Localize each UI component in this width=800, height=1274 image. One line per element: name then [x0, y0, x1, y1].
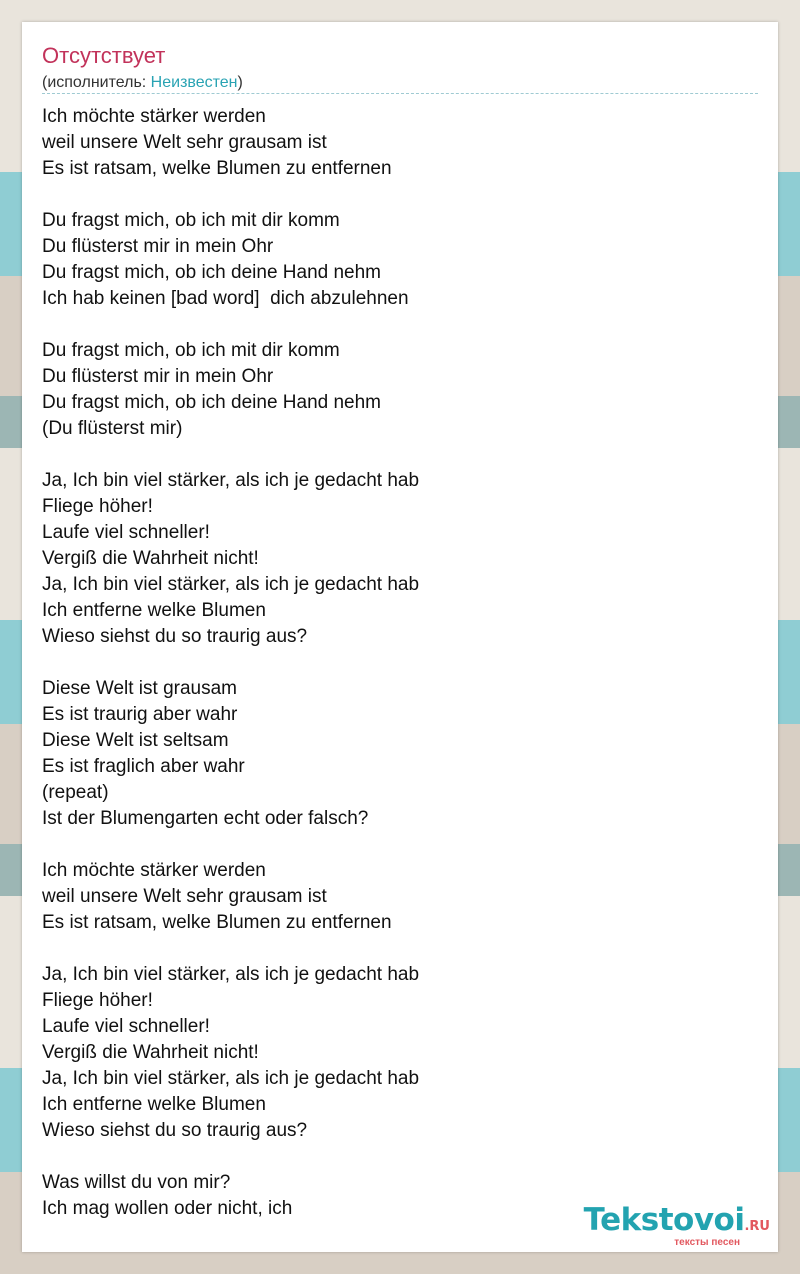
- lyric-line: Diese Welt ist seltsam: [42, 730, 229, 751]
- song-title: Отсутствует: [42, 43, 166, 68]
- lyric-line: Ich entferne welke Blumen: [42, 1094, 266, 1115]
- lyric-line: Was willst du von mir?: [42, 1172, 231, 1193]
- lyric-line: Du fragst mich, ob ich mit dir komm: [42, 210, 340, 231]
- lyric-line: [42, 650, 758, 676]
- lyric-line: Du flüsterst mir in mein Ohr: [42, 366, 274, 387]
- performer-suffix: ): [237, 74, 243, 91]
- lyric-line: Vergiß die Wahrheit nicht!: [42, 548, 259, 569]
- lyric-line: Es ist traurig aber wahr: [42, 704, 238, 725]
- performer-line: [42, 73, 243, 93]
- lyric-line: Du flüsterst mir in mein Ohr: [42, 236, 274, 257]
- lyric-line: Ja, Ich bin viel stärker, als ich je gedacht hab: [42, 1068, 420, 1089]
- lyric-line: [42, 312, 758, 338]
- lyric-line: [42, 1144, 758, 1170]
- performer-prefix: (исполнитель:: [42, 74, 151, 91]
- logo-tld: .RU: [744, 1219, 770, 1234]
- lyric-line: Diese Welt ist grausam: [42, 678, 237, 699]
- lyric-line: Ich entferne welke Blumen: [42, 600, 266, 621]
- site-logo[interactable]: [584, 1204, 770, 1248]
- logo-main-text: Tekstovoi: [583, 1202, 745, 1238]
- lyric-line: Du fragst mich, ob ich deine Hand nehm: [42, 262, 382, 283]
- lyrics-card: [22, 22, 778, 1252]
- lyric-line: Ich möchte stärker werden: [42, 860, 266, 881]
- lyric-line: Ich möchte stärker werden: [42, 106, 266, 127]
- lyric-line: Wieso siehst du so traurig aus?: [42, 626, 308, 647]
- lyric-line: Vergiß die Wahrheit nicht!: [42, 1042, 259, 1063]
- lyric-line: weil unsere Welt sehr grausam ist: [42, 886, 327, 907]
- lyric-line: Es ist ratsam, welke Blumen zu entfernen: [42, 158, 392, 179]
- lyric-line: [42, 832, 758, 858]
- lyric-line: Es ist fraglich aber wahr: [42, 756, 245, 777]
- lyric-line: Ja, Ich bin viel stärker, als ich je gedacht hab: [42, 470, 420, 491]
- lyric-line: Ich mag wollen oder nicht, ich: [42, 1198, 293, 1219]
- lyric-line: [42, 182, 758, 208]
- lyric-line: Es ist ratsam, welke Blumen zu entfernen: [42, 912, 392, 933]
- lyric-line: Laufe viel schneller!: [42, 1016, 210, 1037]
- lyric-line: Wieso siehst du so traurig aus?: [42, 1120, 308, 1141]
- lyric-line: (repeat): [42, 782, 109, 803]
- lyric-line: (Du flüsterst mir): [42, 418, 183, 439]
- lyric-line: [42, 442, 758, 468]
- performer-link[interactable]: Неизвестен: [150, 74, 238, 91]
- lyrics-text: [42, 104, 758, 1222]
- lyric-line: weil unsere Welt sehr grausam ist: [42, 132, 327, 153]
- lyric-line: Ist der Blumengarten echt oder falsch?: [42, 808, 369, 829]
- lyric-line: Laufe viel schneller!: [42, 522, 210, 543]
- divider: [42, 93, 758, 94]
- lyric-line: Ich hab keinen [bad word] dich abzulehnen: [42, 288, 409, 309]
- lyric-line: Ja, Ich bin viel stärker, als ich je gedacht hab: [42, 964, 420, 985]
- lyric-line: Du fragst mich, ob ich mit dir komm: [42, 340, 340, 361]
- lyric-line: Ja, Ich bin viel stärker, als ich je gedacht hab: [42, 574, 420, 595]
- logo-tagline: тексты песен: [674, 1237, 740, 1248]
- lyric-line: Fliege höher!: [42, 496, 153, 517]
- lyric-line: Fliege höher!: [42, 990, 153, 1011]
- lyric-line: [42, 936, 758, 962]
- lyric-line: Du fragst mich, ob ich deine Hand nehm: [42, 392, 382, 413]
